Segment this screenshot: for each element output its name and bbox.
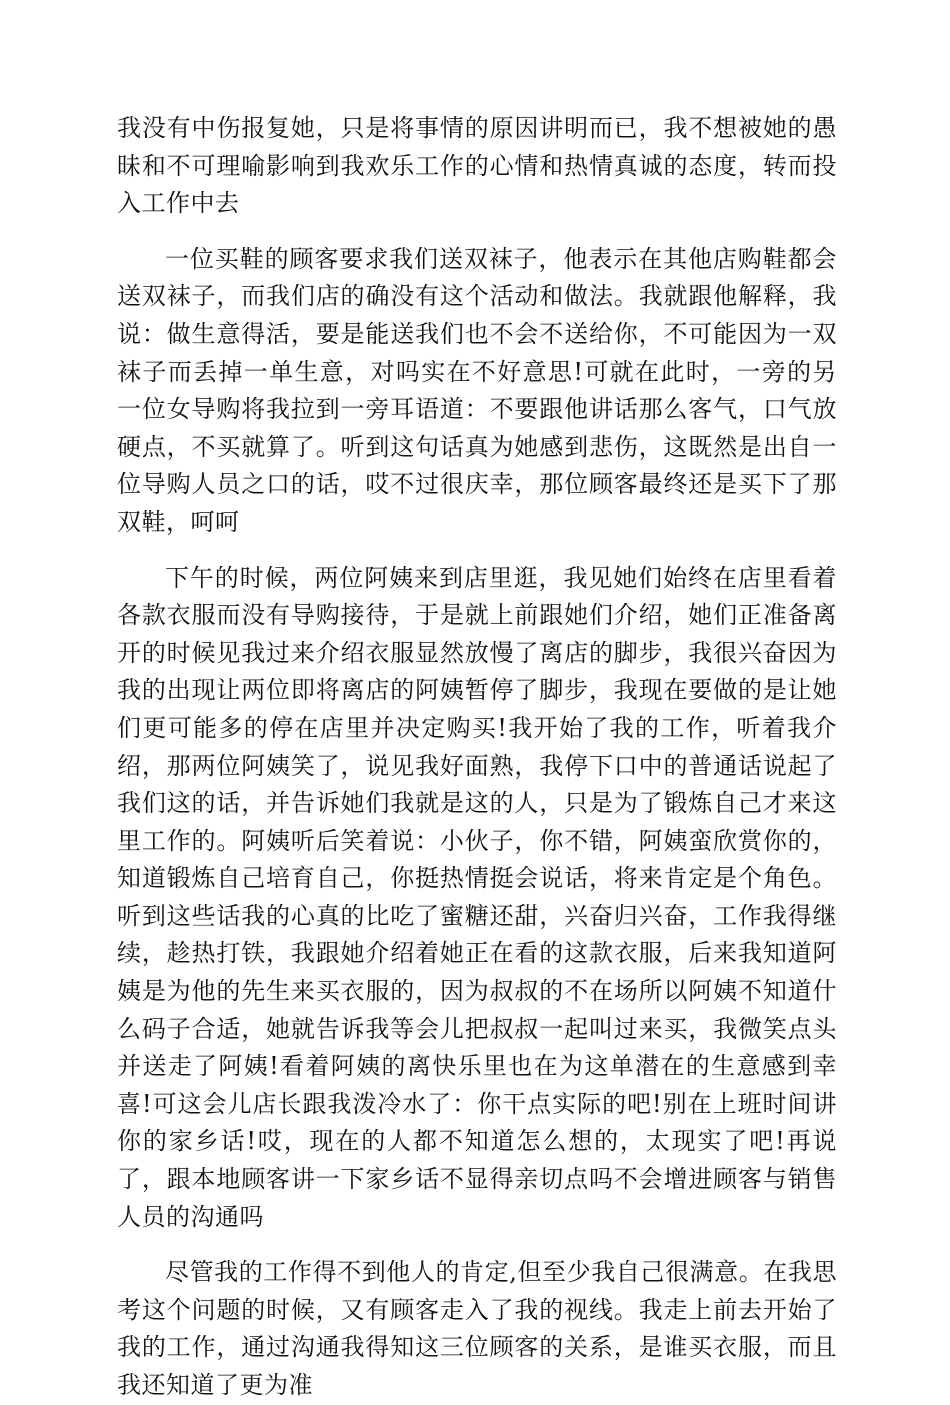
paragraph-3: 下午的时候，两位阿姨来到店里逛，我见她们始终在店里看着各款衣服而没有导购接待，于是就上前跟她们介绍，她们正准备离开的时候见我过来介绍衣服显然放慢了离店的脚步，我很兴奋因为我的出现让两位即将离店的阿姨暂停了脚步，我现在要做的是让她们更可能多的停在店里并决定购买!我开始了我的工作，听着我介绍，那两位阿姨笑了，说见我好面熟，我停下口中的普通话说起了我们这的话，并告诉她们我就是这的人，只是为了锻炼自己才来这里工作的。阿姨听后笑着说：小伙子，你不错，阿姨蛮欣赏你的，知道锻炼自己培育自己，你挺热情挺会说话，将来肯定是个角色。听到这些话我的心真的比吃了蜜糖还甜，兴奋归兴奋，工作我得继续，趁热打铁，我跟她介绍着她正在看的这款衣服，后来我知道阿姨是为他的先生来买衣服的，因为叔叔的不在场所以阿姨不知道什么码子合适，她就告诉我等会儿把叔叔一起叫过来买，我微笑点头并送走了阿姨!看着阿姨的离快乐里也在为这单潜在的生意感到幸喜!可这会儿店长跟我泼冷水了：你干点实际的吧!别在上班时间讲你的家乡话!哎，现在的人都不知道怎么想的，太现实了吧!再说了，跟本地顾客讲一下家乡话不显得亲切点吗不会增进顾客与销售人员的沟通吗 [117, 563, 837, 1231]
paragraph-4: 尽管我的工作得不到他人的肯定,但至少我自己很满意。在我思考这个问题的时候，又有顾客走入了我的视线。我走上前去开始了我的工作，通过沟通我得知这三位顾客的关系，是谁买衣服，而且我还知道了更为准 [117, 1258, 837, 1399]
paragraph-2: 一位买鞋的顾客要求我们送双袜子，他表示在其他店购鞋都会送双袜子，而我们店的确没有这个活动和做法。我就跟他解释，我说：做生意得活，要是能送我们也不会不送给你，不可能因为一双袜子而丢掉一单生意，对吗实在不好意思!可就在此时，一旁的另一位女导购将我拉到一旁耳语道：不要跟他讲话那么客气，口气放硬点，不买就算了。听到这句话真为她感到悲伤，这既然是出自一位导购人员之口的话，哎不过很庆幸，那位顾客最终还是买下了那双鞋，呵呵 [117, 244, 837, 536]
paragraph-1: 我没有中伤报复她，只是将事情的原因讲明而已，我不想被她的愚昧和不可理喻影响到我欢乐工作的心情和热情真诚的态度，转而投入工作中去 [117, 114, 837, 218]
document-body [117, 110, 837, 1405]
